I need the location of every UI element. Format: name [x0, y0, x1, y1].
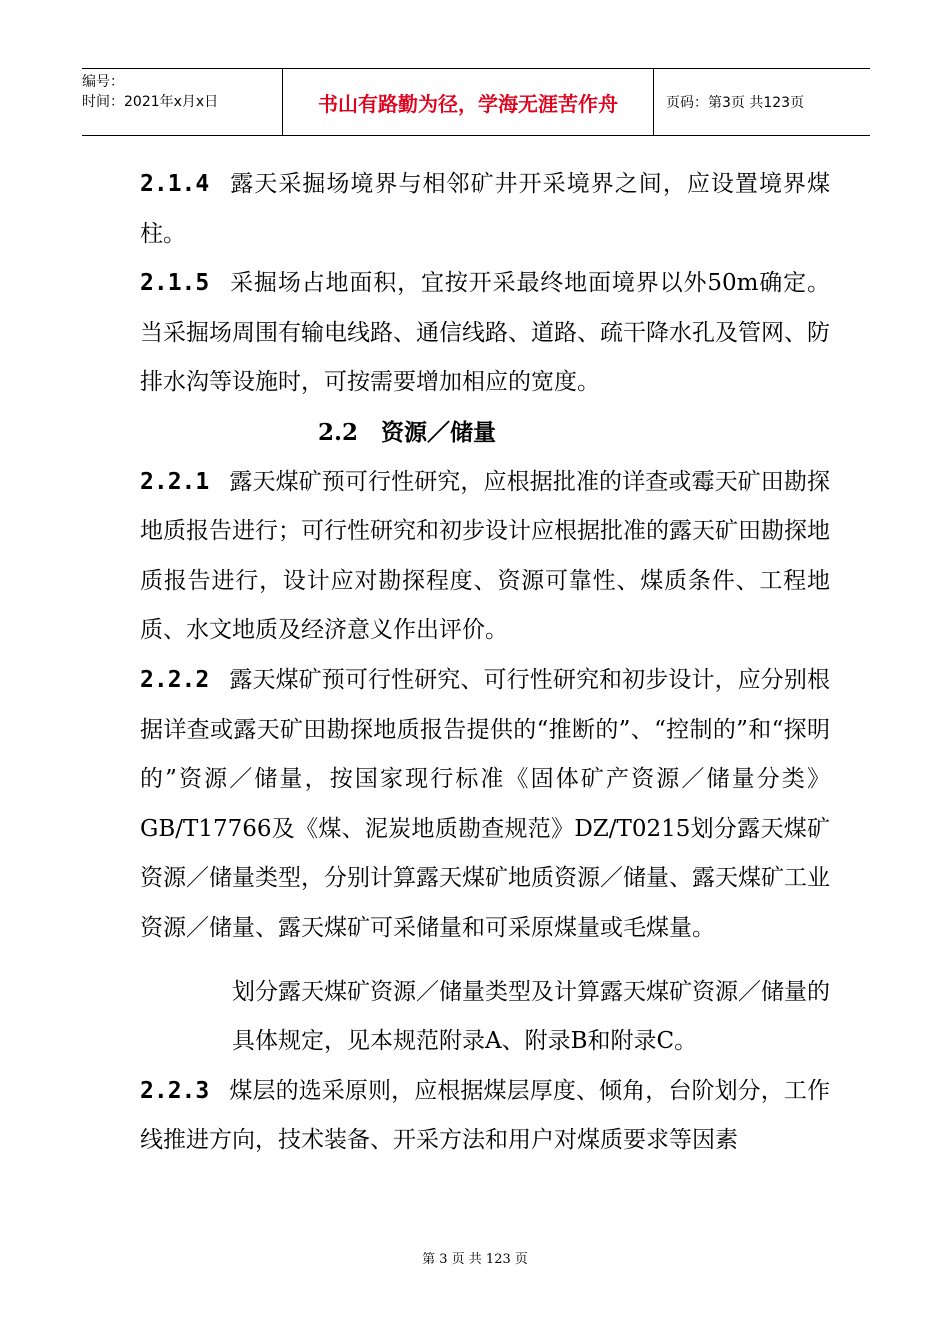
clause-text: 露天煤矿预可行性研究，应根据批准的详查或霉天矿田勘探地质报告进行；可行性研究和初步设计应根据批准的露天矿田勘探地质报告进行，设计应对勘探程度、资源可靠性、煤质条件、工程地质、水文地质及经济意义作出评价。 [140, 468, 830, 644]
document-number-label: 编号： [82, 74, 124, 90]
clause-number: 2.1.5 [140, 270, 210, 297]
clause-2-2-2-note: 划分露天煤矿资源／储量类型及计算露天煤矿资源／储量的具体规定，见本规范附录A、附录B和附录C。 [232, 978, 830, 1055]
clause-text: 露天采掘场境界与相邻矿井开采境界之间，应设置境界煤柱。 [140, 171, 830, 247]
clause-number: 2.2.2 [140, 666, 210, 693]
document-body [140, 160, 830, 1166]
clause-number: 2.1.4 [140, 171, 210, 197]
clause-2-1-5 [140, 259, 830, 408]
clause-number: 2.2.3 [140, 1077, 210, 1104]
clause-text: 露天煤矿预可行性研究、可行性研究和初步设计，应分别根据详查或露天矿田勘探地质报告提供的“推断的”、“控制的”和“探明的”资源／储量，按国家现行标准《固体矿产资源／储量分类》GB/T17766及《煤、泥炭地质勘查规范》DZ/T0215划分露天煤矿资源／储量类型，分别计算露天煤矿地质资源／储量、露天煤矿工业资源／储量、露天煤矿可采储量和可采原煤量或毛煤量。 [140, 666, 830, 941]
header-motto: 书山有路勤为径，学海无涯苦作舟 [282, 69, 654, 135]
section-heading: 2.2 资源／储量 [318, 418, 497, 446]
clause-number: 2.2.1 [140, 468, 210, 495]
clause-2-2-1 [140, 458, 830, 656]
header-page-number: 页码：第3页 共123页 [666, 95, 805, 111]
clause-2-2-2 [140, 656, 830, 954]
document-date: 时间：2021年x月x日 [82, 94, 219, 110]
clause-2-2-3 [140, 1067, 830, 1166]
clause-text: 煤层的选采原则，应根据煤层厚度、倾角，台阶划分，工作线推进方向，技术装备、开采方法和用户对煤质要求等因素 [140, 1077, 830, 1154]
page-header [82, 68, 870, 136]
page-footer: 第 3 页 共 123 页 [422, 1252, 528, 1267]
header-meta [82, 69, 282, 135]
clause-text: 采掘场占地面积，宜按开采最终地面境界以外50m确定。当采掘场周围有输电线路、通信线路、道路、疏干降水孔及管网、防排水沟等设施时，可按需要增加相应的宽度。 [140, 270, 830, 396]
clause-2-1-4 [140, 160, 830, 259]
